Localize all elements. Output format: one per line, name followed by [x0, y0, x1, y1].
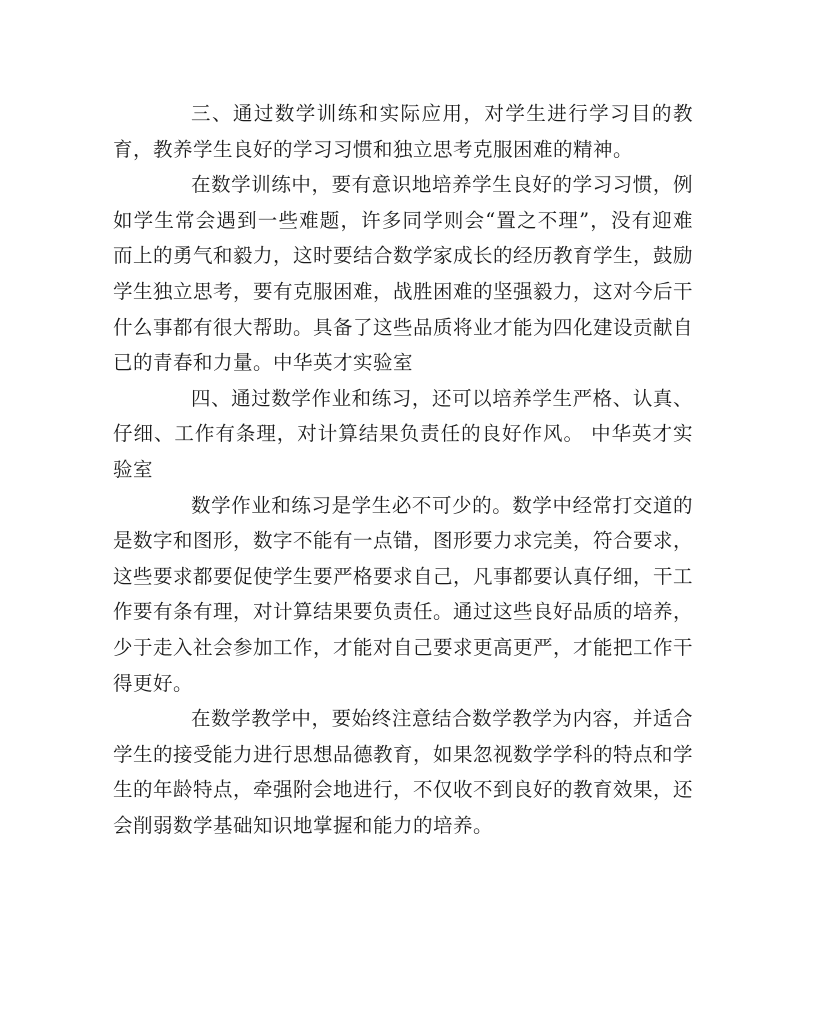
paragraph-4-body: 数学作业和练习是学生必不可少的。数学中经常打交道的是数字和图形，数字不能有一点错，图形要力求完美，符合要求，这些要求都要促使学生要严格要求自己，凡事都要认真仔细，干工作要有条有理，对计算结果要负责任。通过这些良好品质的培养，少于走入社会参加工作，才能对自己要求更高更严，才能把工作干得更好。 [113, 493, 694, 695]
document-page [113, 96, 693, 843]
paragraph-4-heading: 四、通过数学作业和练习，还可以培养学生严格、认真、仔细、工作有条理，对计算结果负责任的良好作风。 中华英才实验室 [113, 386, 693, 481]
paragraph-3-body: 在数学训练中，要有意识地培养学生良好的学习习惯，例如学生常会遇到一些难题，许多同学则会“置之不理”，没有迎难而上的勇气和毅力，这时要结合数学家成长的经历教育学生，鼓励学生独立思考，要有克服困难，战胜困难的坚强毅力，这对今后干什么事都有很大帮助。具备了这些品质将业才能为四化建设贡献自已的青春和力量。中华英才实验室 [113, 173, 694, 375]
paragraph-3-heading: 三、通过数学训练和实际应用，对学生进行学习目的教育，教养学生良好的学习习惯和独立思考克服困难的精神。 [113, 102, 693, 161]
paragraph-conclusion: 在数学教学中，要始终注意结合数学教学为内容，并适合学生的接受能力进行思想品德教育，如果忽视数学学科的特点和学生的年龄特点，牵强附会地进行，不仅收不到良好的教育效果，还会削弱数学基础知识地掌握和能力的培养。 [113, 707, 694, 837]
